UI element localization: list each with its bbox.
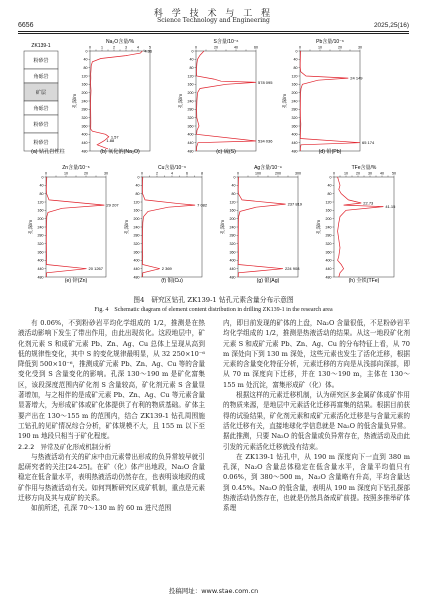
y-tick-label: 40 bbox=[231, 183, 236, 188]
y-tick-label: 440 bbox=[37, 266, 44, 271]
y-axis-label: 孔深/m bbox=[178, 93, 183, 109]
x-tick-label: 10 bbox=[318, 45, 322, 50]
y-tick-label: 40 bbox=[83, 57, 88, 62]
y-tick-label: 480 bbox=[37, 275, 44, 280]
y-tick-label: 320 bbox=[325, 241, 332, 246]
paragraph: 内，即目前发现的矿体的上盘，Na₂O 含量很低，不足粉砂岩平均化学组成的 1/2，推测是热液活动的结果。从这一地段矿化剂元素 S 和成矿元素 Pb、Zn、Ag、Cu 的分布特征上看，从 70 m 深处向下到 130 m 深处，这些元素也发生了活化迁移，根据元素的含量变化特征分析，元素迁移的方向是从浅部向深部，即从 70 m 深度向下迁移，并在 130～190 m，主体在 130～155 m 处沉淀，富集形成矿（化）体。 bbox=[223, 319, 410, 389]
y-tick-label: 160 bbox=[37, 208, 44, 213]
y-tick-label: 80 bbox=[83, 65, 88, 70]
y-axis-label: 孔深/m bbox=[72, 93, 77, 109]
section-heading: 2.2.2 异常及矿化形成机制分析 bbox=[18, 442, 111, 451]
x-tick-label: 20 bbox=[338, 45, 342, 50]
panel-caption: (h) 全铁(TFe) bbox=[348, 278, 380, 284]
x-tick-label: 30 bbox=[358, 45, 362, 50]
y-tick-label: 240 bbox=[37, 225, 44, 230]
data-label: 4.36 bbox=[144, 48, 153, 54]
paragraph: 根据这样的元素迁移机制，认为研究区多金属矿体成矿作用的物质来源，是地层中元素活化迁移再富集的结果。根据目前获得的试验结果，矿化剂元素和成矿元素活化迁移是与含量元素的活化迁移有关，直接地球化学信息就是 Na₂O 的低含量负异常。据此推测，只要 Na₂O 的低含量或负异常存在，热液活动及由此引发的元素活化迁移就没有结束。 bbox=[223, 391, 410, 451]
y-tick-label: 200 bbox=[325, 216, 332, 221]
y-tick-label: 280 bbox=[325, 233, 332, 238]
y-tick-label: 120 bbox=[325, 200, 332, 205]
lithology-label: 角砾岩 bbox=[33, 73, 49, 80]
y-axis-label: 孔深/m bbox=[28, 219, 33, 235]
left-column bbox=[18, 318, 205, 514]
series-line bbox=[238, 177, 285, 277]
y-tick-label: 0 bbox=[329, 175, 332, 180]
panel-caption: (b) 氧化钠(Na₂O) bbox=[100, 149, 140, 155]
y-tick-label: 160 bbox=[229, 208, 236, 213]
y-tick-label: 200 bbox=[133, 216, 140, 221]
x-tick-label: 20 bbox=[214, 45, 218, 50]
data-label: 7 082 bbox=[197, 202, 208, 208]
y-tick-label: 400 bbox=[133, 258, 140, 263]
y-tick-label: 280 bbox=[81, 107, 88, 112]
series-line bbox=[300, 51, 360, 151]
data-label: 22.73 bbox=[363, 200, 374, 206]
y-tick-label: 480 bbox=[81, 149, 88, 154]
x-tick-label: 10 bbox=[64, 171, 68, 176]
y-tick-label: 80 bbox=[39, 191, 44, 196]
x-tick-label: 50 bbox=[392, 171, 396, 176]
data-label: 237 819 bbox=[287, 201, 303, 207]
y-tick-label: 120 bbox=[291, 74, 298, 79]
y-tick-label: 200 bbox=[81, 90, 88, 95]
x-tick-label: 0 bbox=[141, 171, 143, 176]
x-tick-label: 8 bbox=[201, 171, 203, 176]
x-tick-label: 0 bbox=[195, 45, 197, 50]
y-tick-label: 160 bbox=[81, 82, 88, 87]
panel-caption: (g) 银(Ag) bbox=[256, 278, 280, 284]
y-tick-label: 120 bbox=[133, 200, 140, 205]
data-label: 2 369 bbox=[161, 266, 172, 272]
y-tick-label: 0 bbox=[191, 49, 194, 54]
y-tick-label: 200 bbox=[229, 216, 236, 221]
y-tick-label: 480 bbox=[133, 275, 140, 280]
figure-caption-en: Fig. 4 Schematic diagram of element content distribution in drilling ZK139-1 in the research area bbox=[94, 307, 333, 313]
x-tick-label: 0 bbox=[299, 45, 301, 50]
y-axis-label: 孔深/m bbox=[282, 93, 287, 109]
y-tick-label: 360 bbox=[325, 250, 332, 255]
y-tick-label: 120 bbox=[187, 74, 194, 79]
y-tick-label: 400 bbox=[187, 132, 194, 137]
x-tick-label: 4 bbox=[137, 45, 139, 50]
y-axis-label: 孔深/m bbox=[124, 219, 129, 235]
y-tick-label: 280 bbox=[37, 233, 44, 238]
figure-4 bbox=[18, 37, 409, 293]
x-tick-label: 2 bbox=[113, 45, 115, 50]
series-line bbox=[197, 51, 257, 151]
header-rule-thick bbox=[18, 31, 409, 32]
x-tick-label: 200 bbox=[275, 171, 281, 176]
y-tick-label: 480 bbox=[325, 275, 332, 280]
y-tick-label: 120 bbox=[37, 200, 44, 205]
plot-frame bbox=[90, 51, 150, 151]
data-label: 1.88 bbox=[106, 138, 115, 144]
x-tick-label: 1 bbox=[101, 45, 103, 50]
y-tick-label: 240 bbox=[133, 225, 140, 230]
y-tick-label: 440 bbox=[133, 266, 140, 271]
y-tick-label: 0 bbox=[137, 175, 140, 180]
y-tick-label: 320 bbox=[229, 241, 236, 246]
x-tick-label: 100 bbox=[255, 171, 261, 176]
lithology-label: 粉砂岩 bbox=[33, 57, 49, 64]
axis-title: TFe含量/% bbox=[351, 165, 377, 171]
axis-title: Pb含量/10⁻⁶ bbox=[316, 39, 344, 45]
y-tick-label: 240 bbox=[229, 225, 236, 230]
y-tick-label: 280 bbox=[133, 233, 140, 238]
y-tick-label: 360 bbox=[81, 124, 88, 129]
plot-frame bbox=[46, 177, 106, 277]
y-tick-label: 0 bbox=[85, 49, 88, 54]
y-tick-label: 80 bbox=[231, 191, 236, 196]
y-tick-label: 40 bbox=[293, 57, 298, 62]
lithology-label: 角砾岩 bbox=[33, 105, 49, 112]
y-tick-label: 480 bbox=[229, 275, 236, 280]
panel-caption: (e) 锌(Zn) bbox=[64, 278, 88, 284]
data-label: 24 149 bbox=[350, 75, 363, 81]
plot-frame bbox=[300, 51, 360, 151]
y-tick-label: 0 bbox=[233, 175, 236, 180]
axis-title: Cu含量/10⁻⁶ bbox=[157, 165, 187, 171]
y-tick-label: 80 bbox=[327, 191, 332, 196]
data-label: 578 095 bbox=[258, 79, 273, 85]
y-tick-label: 360 bbox=[229, 250, 236, 255]
x-tick-label: 40 bbox=[380, 171, 384, 176]
y-tick-label: 440 bbox=[81, 140, 88, 145]
lithology-label: 粉砂岩 bbox=[33, 139, 49, 146]
x-tick-label: 300 bbox=[295, 171, 301, 176]
x-tick-label: 0 bbox=[45, 171, 47, 176]
y-tick-label: 240 bbox=[81, 99, 88, 104]
y-tick-label: 440 bbox=[325, 266, 332, 271]
y-tick-label: 360 bbox=[187, 124, 194, 129]
y-tick-label: 160 bbox=[325, 208, 332, 213]
y-tick-label: 480 bbox=[187, 149, 194, 154]
y-tick-label: 320 bbox=[81, 115, 88, 120]
y-tick-label: 480 bbox=[291, 149, 298, 154]
y-tick-label: 320 bbox=[133, 241, 140, 246]
page-number: 6656 bbox=[18, 22, 34, 29]
y-tick-label: 400 bbox=[291, 132, 298, 137]
footer-url: 投稿网址：www.stae.com.cn bbox=[168, 587, 259, 595]
y-tick-label: 240 bbox=[325, 225, 332, 230]
journal-title-cn: 科 学 技 术 与 工 程 bbox=[153, 9, 274, 19]
x-tick-label: 2 bbox=[156, 171, 158, 176]
y-tick-label: 120 bbox=[81, 74, 88, 79]
page-header bbox=[0, 0, 427, 33]
panel-caption: (c) 硫(S) bbox=[216, 149, 236, 155]
x-tick-label: 60 bbox=[254, 45, 258, 50]
y-tick-label: 80 bbox=[293, 65, 298, 70]
plot-frame bbox=[334, 177, 394, 277]
y-tick-label: 80 bbox=[135, 191, 140, 196]
x-tick-label: 30 bbox=[104, 171, 108, 176]
series-line bbox=[338, 177, 384, 277]
lithology-label: 矿层 bbox=[35, 89, 47, 96]
x-tick-label: 40 bbox=[234, 45, 238, 50]
figure-caption-cn: 图4 研究区钻孔 ZK139-1 钻孔元素含量分布示意图 bbox=[133, 296, 294, 304]
y-tick-label: 400 bbox=[81, 132, 88, 137]
x-tick-label: 10 bbox=[344, 171, 348, 176]
y-tick-label: 320 bbox=[37, 241, 44, 246]
series-line bbox=[142, 177, 195, 277]
y-tick-label: 240 bbox=[187, 99, 194, 104]
y-tick-label: 0 bbox=[295, 49, 298, 54]
paragraph: 与热液活动有关的矿床中由元素带出形成的负异常较早就引起研究者的关注[24-25]。在矿（化）体产出地段，Na₂O 含量稳定在低含量水平，表明热液活动仍然存在，也表明该地段的成矿作用与热液活动有关。如何判断研究区成矿机制，重点是元素迁移方向及其与成矿的关系。 bbox=[18, 452, 205, 503]
y-tick-label: 120 bbox=[229, 200, 236, 205]
lithology-label: 粉砂岩 bbox=[33, 121, 49, 128]
y-axis-label: 孔深/m bbox=[316, 219, 321, 235]
x-tick-label: 30 bbox=[368, 171, 372, 176]
data-label: 65 174 bbox=[362, 140, 375, 146]
y-tick-label: 160 bbox=[133, 208, 140, 213]
data-label: 224 908 bbox=[284, 266, 300, 272]
y-tick-label: 200 bbox=[37, 216, 44, 221]
lithology-title: ZK139-1 bbox=[31, 43, 51, 49]
plot-frame bbox=[196, 51, 256, 151]
axis-title: Na₂O含量/% bbox=[105, 39, 135, 45]
data-label: 1.57 bbox=[110, 134, 119, 140]
y-tick-label: 240 bbox=[291, 99, 298, 104]
y-tick-label: 40 bbox=[327, 183, 332, 188]
y-tick-label: 400 bbox=[229, 258, 236, 263]
y-tick-label: 0 bbox=[41, 175, 44, 180]
data-label: 534 036 bbox=[258, 138, 273, 144]
x-tick-label: 5 bbox=[149, 45, 151, 50]
x-tick-label: 4 bbox=[171, 171, 173, 176]
y-tick-label: 280 bbox=[229, 233, 236, 238]
x-tick-label: 20 bbox=[84, 171, 88, 176]
x-tick-label: 6 bbox=[186, 171, 188, 176]
panel-caption: (a) 钻孔岩性柱 bbox=[31, 149, 65, 155]
y-tick-label: 200 bbox=[187, 90, 194, 95]
y-tick-label: 280 bbox=[291, 107, 298, 112]
y-tick-label: 320 bbox=[187, 115, 194, 120]
panel-caption: (f) 铜(Cu) bbox=[161, 278, 183, 284]
x-tick-label: 20 bbox=[356, 171, 360, 176]
paragraph: 在 ZK139-1 钻孔中，从 190 m 深度向下一直到 380 m 孔深，Na₂O 含量总体稳定在低含量水平，含量平均值只有 0.06%，到 380～500 m，Na₂O 含量略有升高，平均含量达到 0.45%。Na₂O 的低含量，表明从 190 m 深度向下钻孔探部热液活动仍然存在，也就是仍然具备成矿前提。按照多推举矿体系理 bbox=[223, 452, 410, 513]
data-label: 20 1267 bbox=[88, 266, 104, 272]
x-tick-label: 0 bbox=[333, 171, 335, 176]
y-tick-label: 160 bbox=[291, 82, 298, 87]
y-tick-label: 400 bbox=[325, 258, 332, 263]
journal-title-en: Science Technology and Engineering bbox=[157, 17, 270, 24]
paragraph: 有 0.06%，不到粉砂岩平均化学组成的 1/2，推测是在热液活动影响下发生了带出作用，由此出现贫化。这段地层中，矿化剂元素 S 和成矿元素 Pb、Zn、Ag、Cu 总体上呈现从高到低的规律性变化，其中 S 的变化规律最明显，从 32 250×10⁻⁶降低到 500×10⁻⁶，推测成矿元素 Pb、Zn、Ag、Cu 等的含量变化受到 S 含量变化的影响。孔深 130～190 m 是矿化富集区，该段深度范围内矿化剂 S 含量较高，矿化剂元素 S 含量显著增加，与之相伴的是成矿元素 Pb、Zn、Ag、Cu 等元素含量显著增大，为形成矿体或矿化体提供了有利的物质基础。矿体主要产出在 130～155 m 的范围内，结合 ZK139-1 钻孔周围施工钻孔的见矿情况综合分析，矿体规模不大，且 155 m 以下至 190 m 地段只相当于矿化程度。 bbox=[18, 319, 205, 441]
plot-frame bbox=[142, 177, 202, 277]
x-tick-label: 3 bbox=[125, 45, 127, 50]
y-tick-label: 160 bbox=[187, 82, 194, 87]
y-tick-label: 320 bbox=[291, 115, 298, 120]
y-tick-label: 440 bbox=[291, 140, 298, 145]
y-tick-label: 280 bbox=[187, 107, 194, 112]
header-rule-thin bbox=[18, 33, 409, 34]
x-tick-label: 0 bbox=[89, 45, 91, 50]
y-tick-label: 360 bbox=[291, 124, 298, 129]
axis-title: Zn含量/10⁻⁶ bbox=[62, 165, 90, 171]
axis-title: Ag含量/10⁻⁹ bbox=[254, 165, 282, 171]
y-tick-label: 40 bbox=[135, 183, 140, 188]
y-tick-label: 360 bbox=[37, 250, 44, 255]
x-tick-label: 0 bbox=[237, 171, 239, 176]
y-axis-label: 孔深/m bbox=[220, 219, 225, 235]
data-label: 41.15 bbox=[385, 204, 396, 210]
y-tick-label: 80 bbox=[189, 65, 194, 70]
right-column bbox=[223, 318, 410, 514]
y-tick-label: 440 bbox=[229, 266, 236, 271]
plot-frame bbox=[238, 177, 298, 277]
y-tick-label: 360 bbox=[133, 250, 140, 255]
y-tick-label: 400 bbox=[37, 258, 44, 263]
panel-caption: (d) 铅(Pb) bbox=[318, 149, 342, 155]
data-label: 29 207 bbox=[106, 202, 119, 208]
y-tick-label: 200 bbox=[291, 90, 298, 95]
axis-title: S含量/10⁻⁶ bbox=[213, 39, 239, 45]
y-tick-label: 40 bbox=[39, 183, 44, 188]
paragraph: 如前所述，孔深 70～130 m 的 60 m 进尺范围 bbox=[31, 504, 172, 513]
volume-info: 2025,25(16) bbox=[373, 22, 409, 29]
y-tick-label: 40 bbox=[189, 57, 194, 62]
y-tick-label: 440 bbox=[187, 140, 194, 145]
series-line bbox=[46, 177, 104, 277]
